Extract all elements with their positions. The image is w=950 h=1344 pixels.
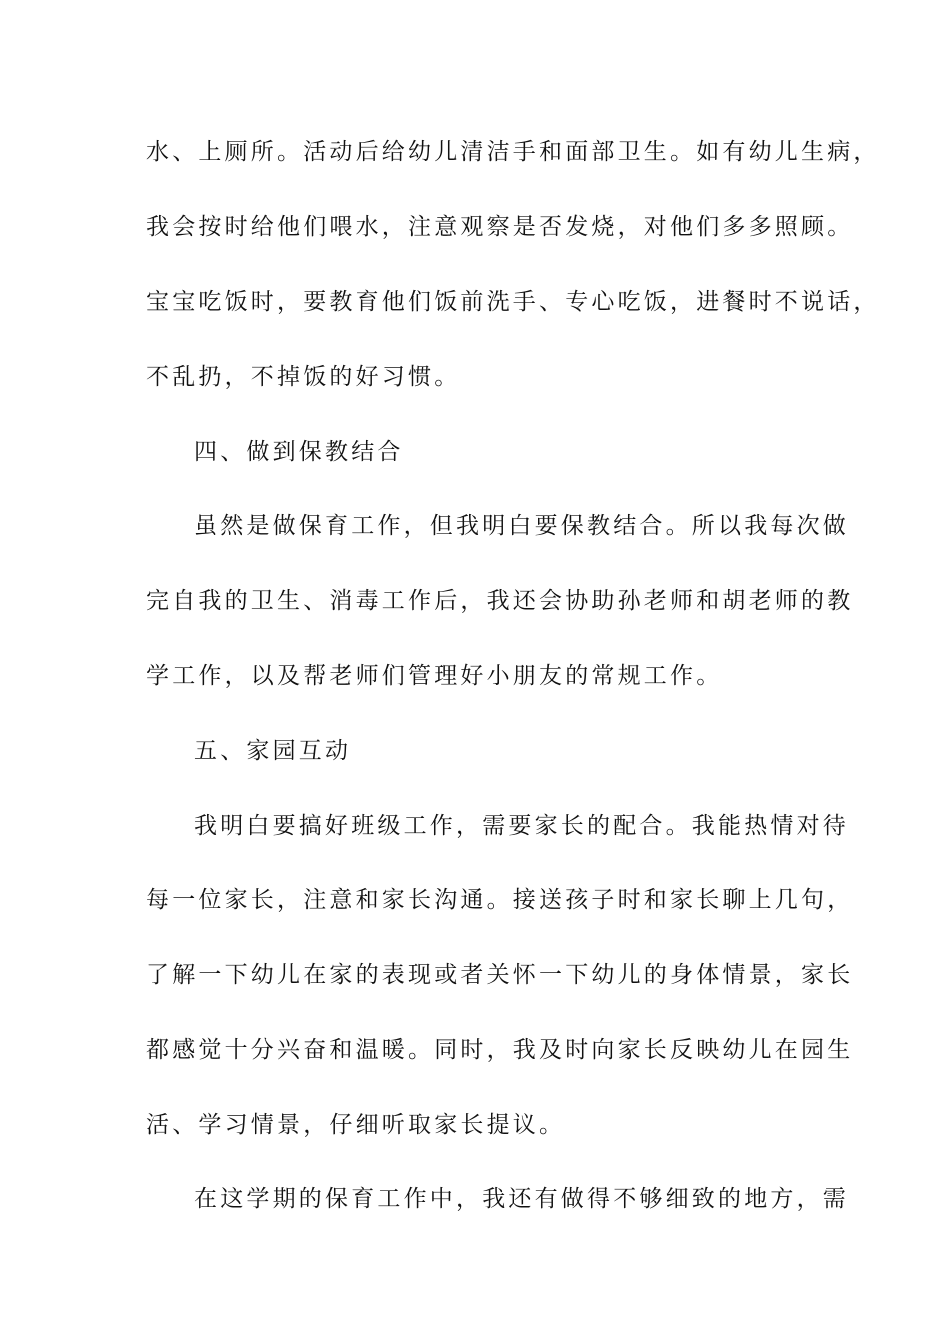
- text-line: 我会按时给他们喂水，注意观察是否发烧，对他们多多照顾。: [146, 214, 854, 240]
- text-line: 水、上厕所。活动后给幼儿清洁手和面部卫生。如有幼儿生病，: [146, 139, 880, 165]
- text-line: 完自我的卫生、消毒工作后，我还会协助孙老师和胡老师的教: [146, 588, 854, 614]
- text-line: 活、学习情景，仔细听取家长提议。: [146, 1112, 566, 1138]
- text-line: 不乱扔，不掉饭的好习惯。: [146, 364, 461, 390]
- text-line: 我明白要搞好班级工作，需要家长的配合。我能热情对待: [194, 813, 849, 839]
- text-line: 宝宝吃饭时，要教育他们饭前洗手、专心吃饭，进餐时不说话，: [146, 289, 880, 315]
- text-line: 每一位家长，注意和家长沟通。接送孩子时和家长聊上几句，: [146, 887, 854, 913]
- section-heading: 五、家园互动: [194, 738, 352, 764]
- text-line: 学工作，以及帮老师们管理好小朋友的常规工作。: [146, 663, 723, 689]
- text-line: 在这学期的保育工作中，我还有做得不够细致的地方，需: [194, 1186, 849, 1212]
- text-line: 了解一下幼儿在家的表现或者关怀一下幼儿的身体情景，家长: [146, 962, 854, 988]
- text-line: 都感觉十分兴奋和温暖。同时，我及时向家长反映幼儿在园生: [146, 1037, 854, 1063]
- text-line: 虽然是做保育工作，但我明白要保教结合。所以我每次做: [194, 513, 849, 539]
- section-heading: 四、做到保教结合: [194, 439, 404, 465]
